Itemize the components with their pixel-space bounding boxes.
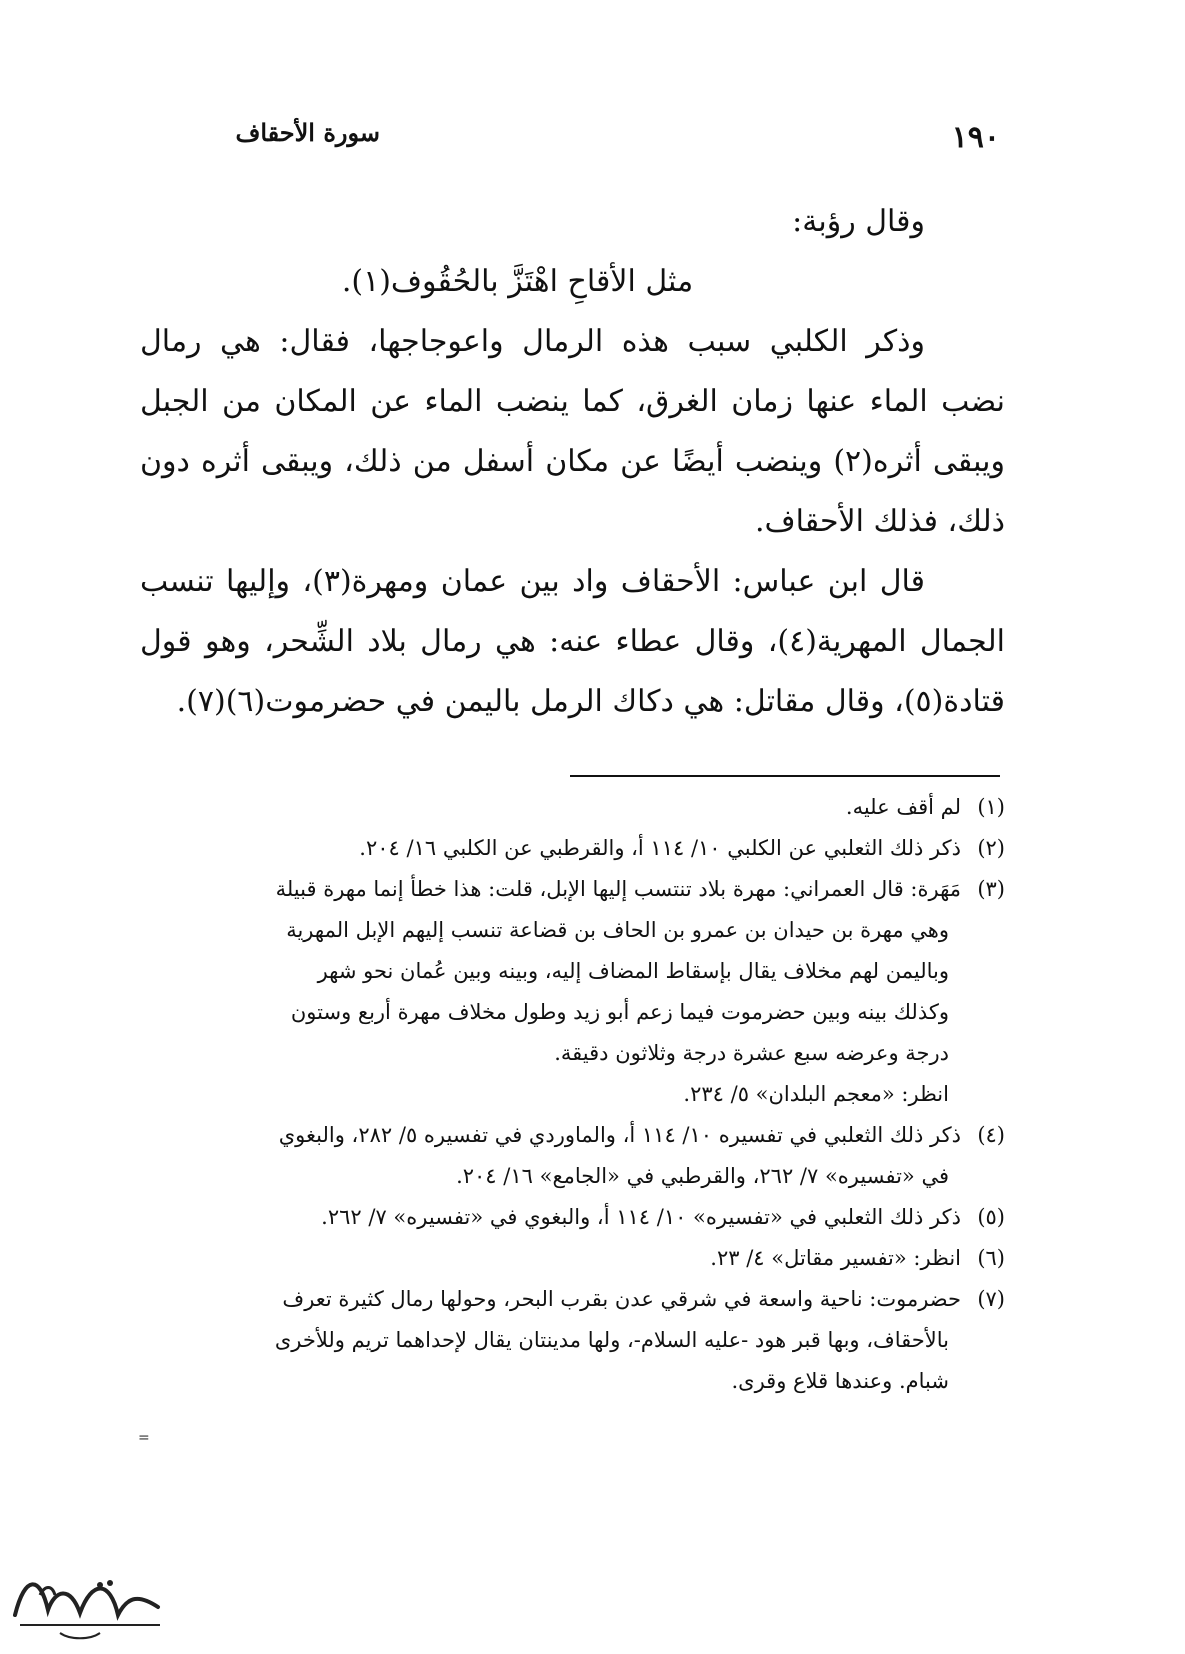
- footnote-4: [140, 1115, 1005, 1156]
- footnote-number: (٣): [977, 877, 1005, 901]
- footnote-text: ذكر ذلك الثعلبي في تفسيره ١٠/ ١١٤ أ، والماوردي في تفسيره ٥/ ٢٨٢، والبغوي: [278, 1123, 961, 1147]
- footnote-7-line-3: شبام. وعندها قلاع وقرى.: [731, 1369, 949, 1393]
- footnote-text: حضرموت: ناحية واسعة في شرقي عدن بقرب البحر، وحولها رمال كثيرة تعرف: [282, 1287, 961, 1311]
- surah-title: سورة الأحقاف: [235, 118, 380, 147]
- footnote-3-line-5: درجة وعرضه سبع عشرة درجة وثلاثون دقيقة.: [554, 1041, 949, 1065]
- footnote-text: انظر: «تفسير مقاتل» ٤/ ٢٣.: [710, 1246, 961, 1270]
- footnote-number: (٤): [977, 1123, 1005, 1147]
- watermark-logo: [0, 1555, 175, 1650]
- footnote-divider: [570, 775, 1000, 777]
- footnote-3-line-4: وكذلك بينه وبين حضرموت فيما زعم أبو زيد وطول مخلاف مهرة أربع وستون: [290, 1000, 949, 1024]
- paragraph-ibn-abbas: قال ابن عباس: الأحقاف واد بين عمان ومهرة(٣)، وإليها تنسب الجمال المهرية(٤)، وقال عطاء عنه: هي رمال بلاد الشِّحر، وهو قول قتادة(٥)، وقال مقاتل: هي دكاك الرمل باليمن في حضرموت(٦)(٧).: [140, 564, 1005, 719]
- paragraph-kalbi: وذكر الكلبي سبب هذه الرمال واعوجاجها، فقال: هي رمال نضب الماء عنها زمان الغرق، كما ينضب الماء عن المكان من الجبل ويبقى أثره(٢) وينضب أيضًا عن مكان أسفل من ذلك، ويبقى أثره دون ذلك، فذلك الأحقاف.: [140, 324, 1005, 539]
- footnote-1: [140, 787, 1005, 828]
- footnote-5: [140, 1197, 1005, 1238]
- footnote-number: (٦): [977, 1246, 1005, 1270]
- main-text: [140, 192, 1005, 732]
- footnote-number: (٥): [977, 1205, 1005, 1229]
- verse-line: مثل الأقاحِ اهْتَزَّ بالحُقُوف(١).: [341, 264, 694, 299]
- footnote-number: (٢): [977, 836, 1005, 860]
- footnote-3-line-3: وباليمن لهم مخلاف يقال بإسقاط المضاف إليه، وبينه وبين عُمان نحو شهر: [317, 959, 949, 983]
- footnote-text: ذكر ذلك الثعلبي في «تفسيره» ١٠/ ١١٤ أ، والبغوي في «تفسيره» ٧/ ٢٦٢.: [321, 1205, 961, 1229]
- footnote-text: ذكر ذلك الثعلبي عن الكلبي ١٠/ ١١٤ أ، والقرطبي عن الكلبي ١٦/ ٢٠٤.: [359, 836, 961, 860]
- footnote-number: (١): [977, 795, 1005, 819]
- footnote-number: (٧): [977, 1287, 1005, 1311]
- footnote-3: [140, 869, 1005, 910]
- footnotes: [140, 787, 1005, 1402]
- footnote-3-line-6: انظر: «معجم البلدان» ٥/ ٢٣٤.: [683, 1082, 949, 1106]
- footnote-3-line-2: وهي مهرة بن حيدان بن عمرو بن الحاف بن قضاعة تنسب إليهم الإبل المهرية: [286, 918, 949, 942]
- page-number: ١٩٠: [951, 120, 1000, 155]
- intro-line: وقال رؤبة:: [792, 204, 925, 239]
- watermark-logo-icon: [0, 1555, 175, 1650]
- footnote-6: [140, 1238, 1005, 1279]
- footnote-text: مَهَرة: قال العمراني: مهرة بلاد تنتسب إليها الإبل، قلت: هذا خطأ إنما مهرة قبيلة: [275, 877, 961, 901]
- footnote-4-line-2: في «تفسيره» ٧/ ٢٦٢، والقرطبي في «الجامع» ١٦/ ٢٠٤.: [456, 1164, 949, 1188]
- footnote-text: لم أقف عليه.: [845, 795, 961, 819]
- stamp-mark: =: [138, 1430, 150, 1446]
- footnote-2: [140, 828, 1005, 869]
- footnote-7-line-2: بالأحقاف، وبها قبر هود -عليه السلام-، ولها مدينتان يقال لإحداهما تريم وللأخرى: [274, 1328, 949, 1352]
- footnote-7: [140, 1279, 1005, 1320]
